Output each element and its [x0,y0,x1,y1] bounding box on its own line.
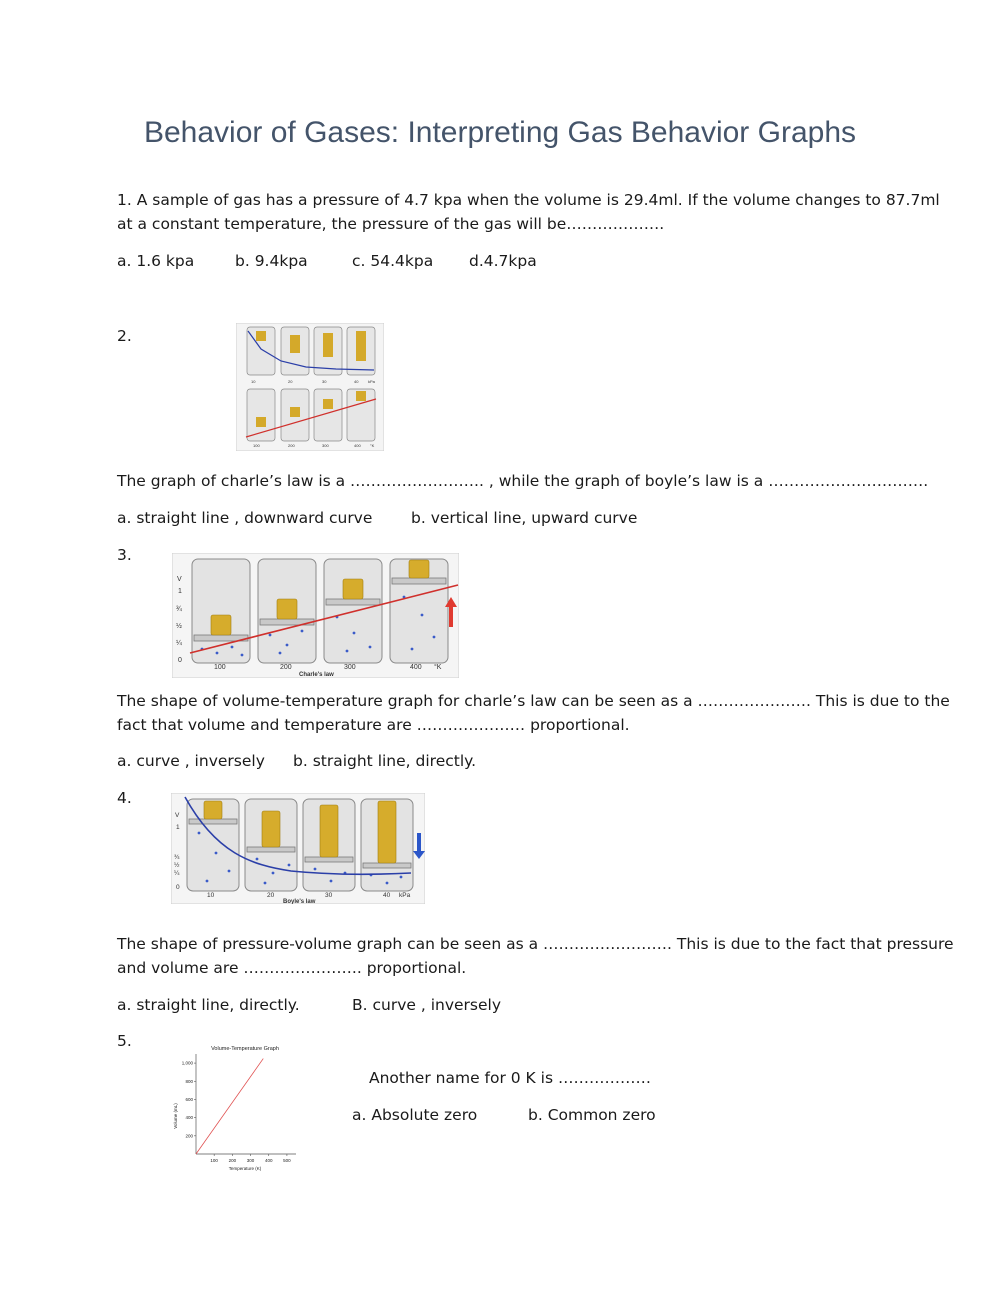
q2-number: 2. [117,327,132,345]
charles-ylabel-1q: ¼ [176,640,182,647]
q1-option-d[interactable]: d.4.7kpa [469,252,537,270]
bottom-tick-400: 400 [354,443,361,448]
y-tick-label: 400 [185,1115,193,1121]
q2-text: The graph of charle’s law is a …………………….. , while the graph of boyle’s law is a …………………………. [117,472,929,490]
charles-tick-300: 300 [344,664,356,671]
q1-option-b[interactable]: b. 9.4kpa [235,252,308,270]
bottom-tick-100: 100 [253,443,260,448]
charles-tick-400: 400 [410,664,422,671]
q4-option-a[interactable]: a. straight line, directly. [117,996,300,1014]
q1-option-a[interactable]: a. 1.6 kpa [117,252,195,270]
chart-ylabel: Volume (mL) [173,1103,178,1129]
boyles-law-figure [171,793,425,904]
boyle-ylabel-1: 1 [176,824,180,831]
boyle-ylabel-1q: ¼ [174,870,180,877]
page-title: Behavior of Gases: Interpreting Gas Behavior Graphs [143,116,857,149]
gas-laws-figure [236,323,384,451]
bottom-tick-200: 200 [288,443,295,448]
top-tick-10: 10 [251,379,256,384]
q2-option-b[interactable]: b. vertical line, upward curve [411,509,638,527]
charles-caption: Charle's law [299,672,334,678]
boyle-tick-10: 10 [207,892,215,899]
boyle-tick-unit: kPa [399,892,411,899]
q3-number: 3. [117,546,132,564]
boyle-tick-30: 30 [325,892,333,899]
q5-question: Another name for 0 K is ……………… [369,1069,651,1087]
bottom-tick-300: 300 [322,443,329,448]
series-line-volume [196,1059,263,1154]
q3-text-line1: The shape of volume-temperature graph for charle’s law can be seen as a …………………. This is due to the [117,692,950,710]
q2-option-a[interactable]: a. straight line , downward curve [117,509,373,527]
y-tick-label: 800 [185,1078,193,1084]
x-tick-label: 200 [228,1158,237,1163]
boyle-tick-20: 20 [267,892,275,899]
charles-ylabel-3q: ¾ [176,606,182,613]
charles-ylabel-0: 0 [178,657,182,664]
q1-text-line1: 1. A sample of gas has a pressure of 4.7 kpa when the volume is 29.4ml. If the volume changes to 87.7ml [117,191,940,209]
charles-tick-100: 100 [214,664,226,671]
boyle-ylabel-0: 0 [176,884,180,891]
q4-text-line1: The shape of pressure-volume graph can be seen as a ……………………. This is due to the fact that pressure [117,935,954,953]
q3-option-b[interactable]: b. straight line, directly. [293,752,477,770]
q1-text-line2: at a constant temperature, the pressure of the gas will be………………. [117,215,665,233]
y-tick-label: 1,000 [181,1060,193,1066]
boyle-ylabel-3q: ¾ [174,854,180,861]
chart-title: Volume-Temperature Graph [211,1046,279,1052]
top-tick-unit: kPa [368,379,375,384]
chart-xlabel: Temperature (K) [228,1166,262,1171]
charles-ylabel-v: V [177,576,182,583]
volume-temperature-chart [170,1040,300,1175]
top-tick-30: 30 [322,379,327,384]
boyle-caption: Boyle's law [283,899,316,904]
y-tick-label: 200 [185,1133,193,1139]
q4-number: 4. [117,789,132,807]
charles-law-figure [172,553,459,678]
boyle-ylabel-v: V [175,812,180,819]
q3-text-line2: fact that volume and temperature are ………………… proportional. [117,716,630,734]
x-tick-label: 400 [264,1158,273,1163]
charles-tick-200: 200 [280,664,292,671]
x-tick-label: 100 [210,1158,218,1163]
charles-tick-unit: °K [434,664,442,671]
q5-option-b[interactable]: b. Common zero [528,1106,656,1124]
top-tick-40: 40 [354,379,359,384]
q5-option-a[interactable]: a. Absolute zero [352,1106,478,1124]
charles-ylabel-1: 1 [178,588,182,595]
charles-ylabel-half: ½ [176,623,182,630]
q4-text-line2: and volume are ………………….. proportional. [117,959,467,977]
bottom-tick-unit: °K [370,443,375,448]
boyle-ylabel-half: ½ [174,862,180,869]
q4-option-b[interactable]: B. curve , inversely [352,996,501,1014]
x-tick-label: 500 [283,1158,291,1163]
q1-option-c[interactable]: c. 54.4kpa [352,252,434,270]
y-tick-label: 600 [185,1096,193,1102]
top-tick-20: 20 [288,379,293,384]
boyle-tick-40: 40 [383,892,391,899]
q5-number: 5. [117,1032,132,1050]
q3-option-a[interactable]: a. curve , inversely [117,752,265,770]
x-tick-label: 300 [246,1158,255,1163]
